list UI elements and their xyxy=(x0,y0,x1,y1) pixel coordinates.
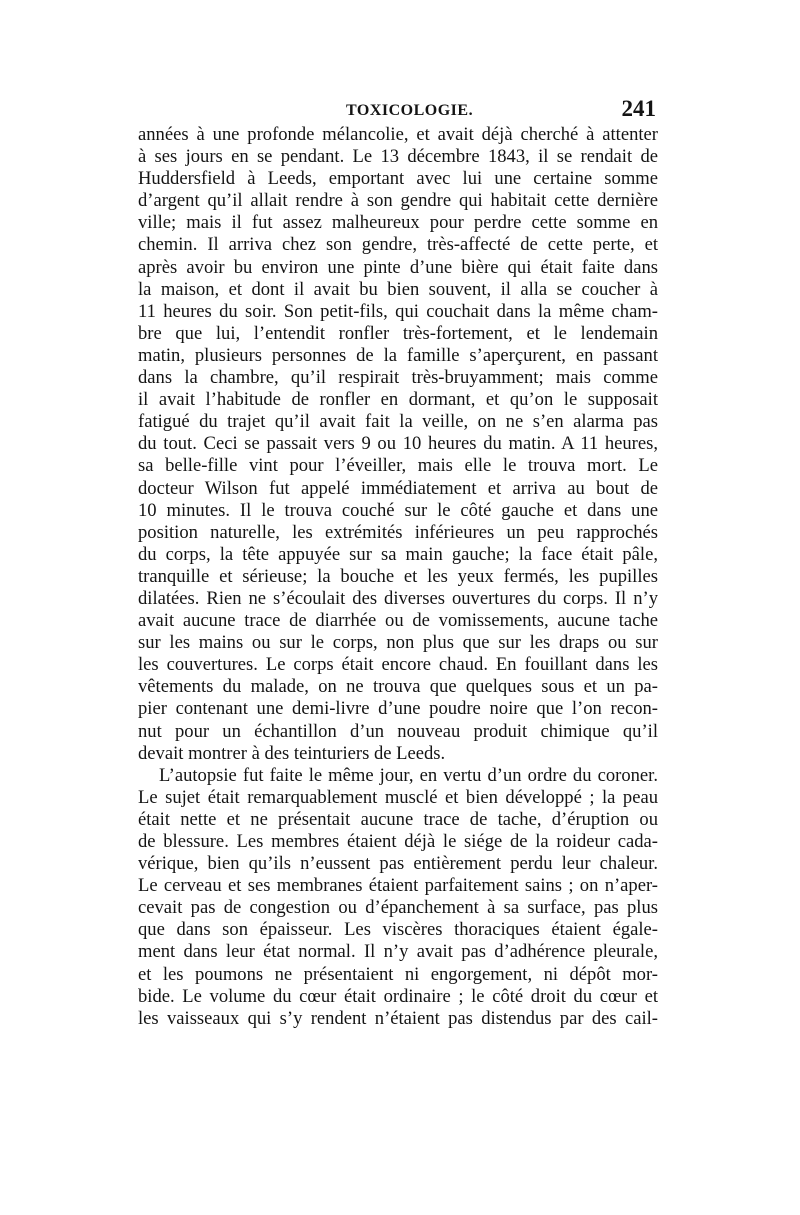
text-line: d’argent qu’il allait rendre à son gendre qui habitait cette dernière xyxy=(138,190,658,212)
text-line: sur les mains ou sur le corps, non plus que sur les draps ou sur xyxy=(138,632,658,654)
text-line: matin, plusieurs personnes de la famille s’aperçurent, en passant xyxy=(138,344,658,366)
text-line: tranquille et sérieuse; la bouche et les yeux fermés, les pupilles xyxy=(138,565,658,587)
text-line: chemin. Il arriva chez son gendre, très-affecté de cette perte, et xyxy=(138,234,658,256)
text-line: Huddersfield à Leeds, emportant avec lui une certaine somme xyxy=(138,168,658,190)
body-text xyxy=(138,124,658,1030)
text-line: était nette et ne présentait aucune trace de tache, d’éruption ou xyxy=(138,808,658,830)
text-line: ville; mais il fut assez malheureux pour perdre cette somme en xyxy=(138,212,658,234)
text-line: nut pour un échantillon d’un nouveau produit chimique qu’il xyxy=(138,720,658,742)
text-line: sa belle-fille vint pour l’éveiller, mais elle le trouva mort. Le xyxy=(138,455,658,477)
text-line: 10 minutes. Il le trouva couché sur le côté gauche et dans une xyxy=(138,499,658,521)
text-line: fatigué du trajet qu’il avait fait la veille, on ne s’en alarma pas xyxy=(138,411,658,433)
text-line: 11 heures du soir. Son petit-fils, qui couchait dans la même cham- xyxy=(138,300,658,322)
text-line: bide. Le volume du cœur était ordinaire ; le côté droit du cœur et xyxy=(138,985,658,1007)
text-line: de blessure. Les membres étaient déjà le siége de la roideur cada- xyxy=(138,831,658,852)
text-line: vêtements du malade, on ne trouva que quelques sous et un pa- xyxy=(138,676,658,698)
text-line: bre que lui, l’entendit ronfler très-fortement, et le lendemain xyxy=(138,322,658,344)
text-line: Le sujet était remarquablement musclé et bien développé ; la peau xyxy=(138,786,658,808)
text-line: du tout. Ceci se passait vers 9 ou 10 heures du matin. A 11 heures, xyxy=(138,433,658,455)
text-line: il avait l’habitude de ronfler en dormant, et qu’on le supposait xyxy=(138,389,658,411)
text-line: les couvertures. Le corps était encore chaud. En fouillant dans les xyxy=(138,654,658,676)
paragraph-end-line: devait montrer à des teinturiers de Leeds. xyxy=(138,742,446,764)
running-title: TOXICOLOGIE. xyxy=(346,102,474,119)
text-line: du corps, la tête appuyée sur sa main gauche; la face était pâle, xyxy=(138,543,658,565)
text-line: à ses jours en se pendant. Le 13 décembre 1843, il se rendait de xyxy=(138,146,658,168)
text-line: ment dans leur état normal. Il n’y avait pas d’adhérence pleurale, xyxy=(138,941,658,963)
text-line: la maison, et dont il avait bu bien souvent, il alla se coucher à xyxy=(138,278,658,300)
text-line: vérique, bien qu’ils n’eussent pas entièrement perdu leur chaleur. xyxy=(138,853,658,875)
text-line: que dans son épaisseur. Les viscères thoraciques étaient égale- xyxy=(138,919,658,941)
text-line: dans la chambre, qu’il respirait très-bruyamment; mais comme xyxy=(138,367,658,389)
paragraph-start-line: L’autopsie fut faite le même jour, en vertu d’un ordre du coroner. xyxy=(159,764,658,786)
text-line: position naturelle, les extrémités inférieures un peu rapprochés xyxy=(138,521,658,543)
page-number: 241 xyxy=(621,96,656,121)
text-line: Le cerveau et ses membranes étaient parfaitement sains ; on n’aper- xyxy=(138,875,658,897)
text-line: pier contenant une demi-livre d’une poudre noire que l’on recon- xyxy=(138,698,658,720)
text-line: cevait pas de congestion ou d’épanchement à sa surface, pas plus xyxy=(138,897,658,919)
text-line: avait aucune trace de diarrhée ou de vomissements, aucune tache xyxy=(138,610,658,632)
text-line: dilatées. Rien ne s’écoulait des diverses ouvertures du corps. Il n’y xyxy=(138,587,658,609)
text-line: après avoir bu environ une pinte d’une bière qui était faite dans xyxy=(138,256,658,278)
text-line: et les poumons ne présentaient ni engorgement, ni dépôt mor- xyxy=(138,963,658,985)
text-line: les vaisseaux qui s’y rendent n’étaient pas distendus par des cail- xyxy=(138,1007,658,1029)
text-line: docteur Wilson fut appelé immédiatement et arriva au bout de xyxy=(138,477,658,499)
text-line: années à une profonde mélancolie, et avait déjà cherché à attenter xyxy=(138,124,658,145)
